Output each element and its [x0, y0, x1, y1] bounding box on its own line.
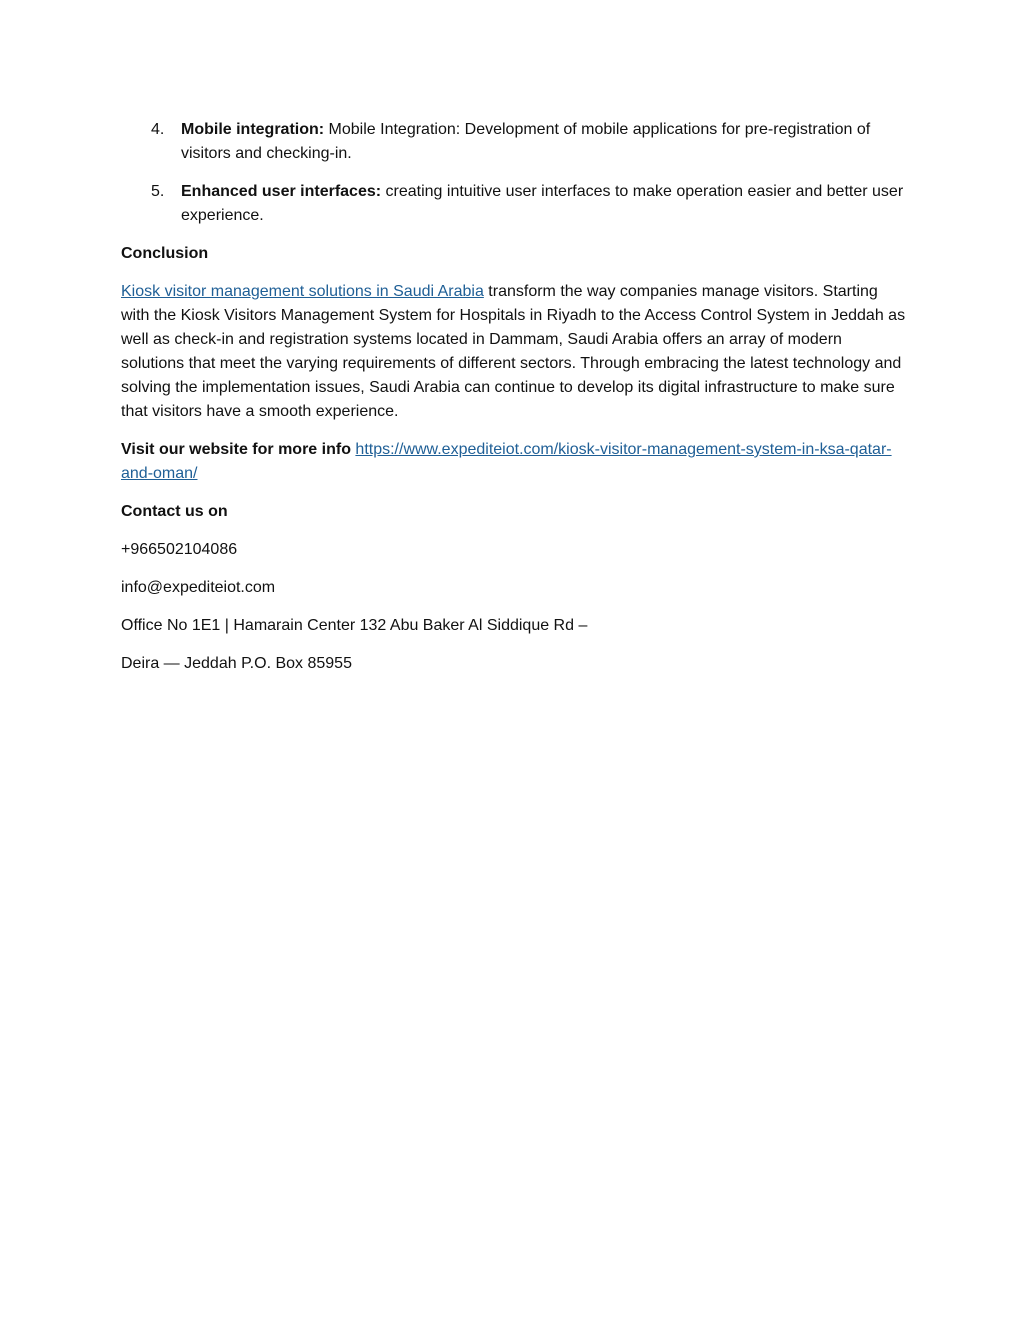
- conclusion-paragraph: [121, 280, 906, 424]
- list-item-text: creating intuitive user interfaces to make operation easier and better user experience.: [181, 183, 904, 224]
- conclusion-body: transform the way companies manage visitors. Starting with the Kiosk Visitors Management System for Hospitals in Riyadh to the Access Control System in Jeddah as well as check-in and registration systems located in Dammam, Saudi Arabia offers an array of modern solutions that meet the varying requirements of different sectors. Through embracing the latest technology and solving the implementation issues, Saudi Arabia can continue to develop its digital infrastructure to make sure that visitors have a smooth experience.: [121, 283, 906, 420]
- contact-phone: +966502104086: [121, 541, 238, 558]
- list-item-number: 5.: [151, 183, 165, 200]
- numbered-list: [121, 118, 906, 228]
- kiosk-solutions-link[interactable]: Kiosk visitor management solutions in Saudi Arabia: [121, 283, 484, 300]
- list-item-number: 4.: [151, 121, 165, 138]
- list-item-term: Enhanced user interfaces:: [181, 183, 382, 200]
- list-item-text: Mobile Integration: Development of mobile applications for pre-registration of visitors and checking-in.: [181, 121, 871, 162]
- website-label: Visit our website for more info: [121, 441, 351, 458]
- contact-heading: Contact us on: [121, 503, 228, 520]
- page-content: [121, 118, 906, 690]
- list-item-term: Mobile integration:: [181, 121, 325, 138]
- contact-address-line2: Deira — Jeddah P.O. Box 85955: [121, 655, 352, 672]
- website-link[interactable]: https://www.expediteiot.com/kiosk-visitor-management-system-in-ksa-qatar-and-oman/: [121, 441, 892, 482]
- conclusion-heading: Conclusion: [121, 245, 209, 262]
- contact-address-line1: Office No 1E1 | Hamarain Center 132 Abu Baker Al Siddique Rd –: [121, 617, 588, 634]
- contact-email: info@expediteiot.com: [121, 579, 276, 596]
- list-item: [121, 180, 906, 228]
- list-item: [121, 118, 906, 166]
- website-paragraph: [121, 438, 906, 486]
